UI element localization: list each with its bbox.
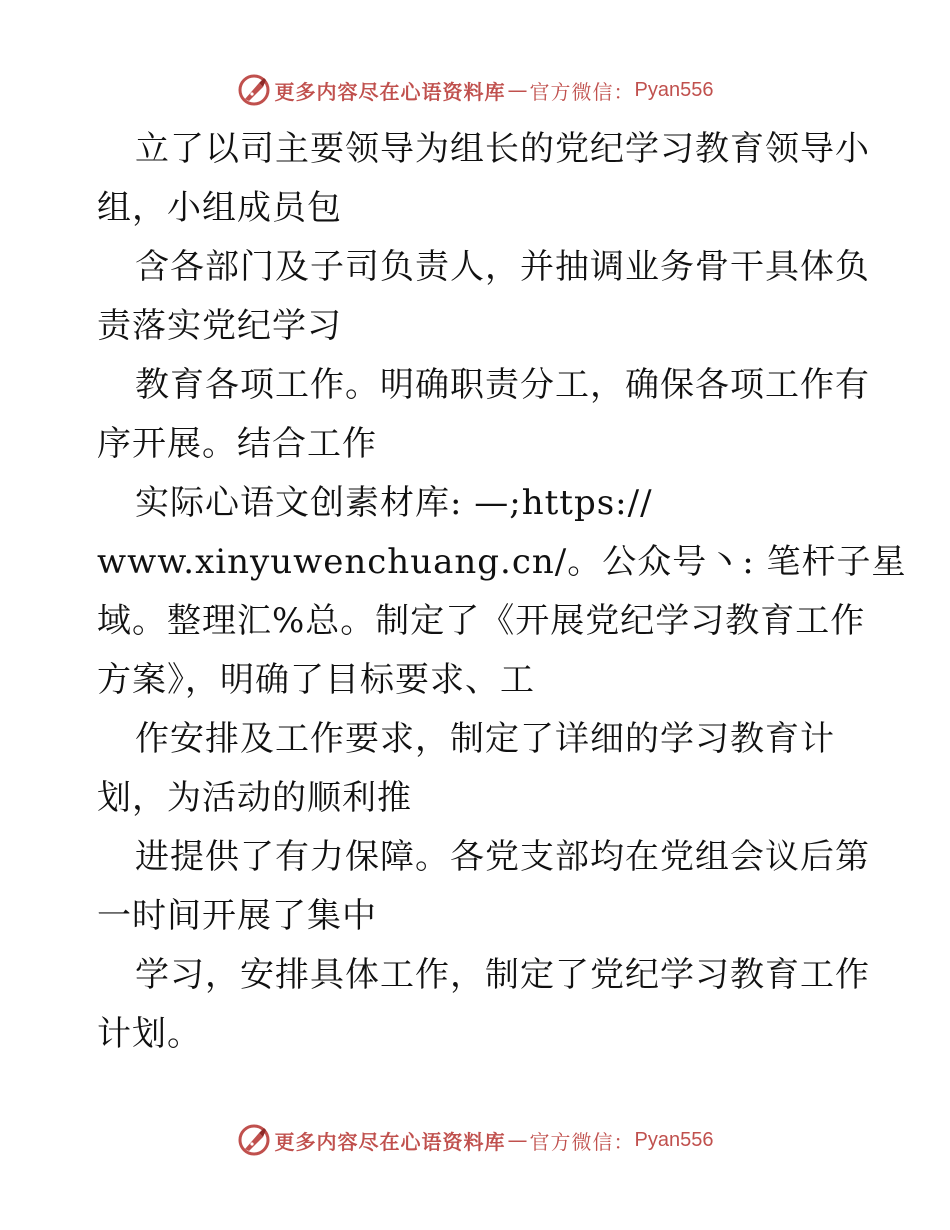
body-line: 域。整理汇%总。制定了《开展党纪学习教育工作 <box>97 601 866 641</box>
site-name: 更多内容尽在心语资料库 <box>274 79 506 104</box>
body-line: 实际心语文创素材库: —;https:// <box>135 483 653 523</box>
wechat-label: 官方微信： <box>529 79 635 104</box>
pen-nib-logo-icon <box>237 73 271 107</box>
body-line: 学习，安排具体工作，制定了党纪学习教育工作 <box>135 955 870 995</box>
body-line: 序开展。结合工作 <box>97 424 377 464</box>
wechat-label: 官方微信： <box>529 1129 635 1154</box>
body-line: 计划。 <box>97 1014 202 1054</box>
body-line: 责落实党纪学习 <box>97 306 342 346</box>
body-line: 一时间开展了集中 <box>97 896 377 936</box>
document-body <box>97 120 907 1064</box>
body-line: 教育各项工作。明确职责分工，确保各项工作有 <box>135 365 870 405</box>
body-line: 组，小组成员包 <box>97 188 342 228</box>
footer-banner <box>0 1120 950 1160</box>
wechat-id: Pyan556 <box>634 1128 714 1151</box>
pen-nib-logo-icon <box>237 1123 271 1157</box>
body-line: www.xinyuwenchuang.cn/。公众号丶: 笔杆子星 <box>97 542 907 582</box>
wechat-id: Pyan556 <box>634 78 714 101</box>
separator-dash: — <box>507 78 528 102</box>
body-line: 划，为活动的顺利推 <box>97 778 412 818</box>
body-line: 含各部门及子司负责人，并抽调业务骨干具体负 <box>135 247 870 287</box>
body-line: 作安排及工作要求，制定了详细的学习教育计 <box>135 719 835 759</box>
separator-dash: — <box>507 1128 528 1152</box>
body-line: 方案》，明确了目标要求、工 <box>97 660 535 700</box>
header-banner <box>0 70 950 110</box>
body-line: 进提供了有力保障。各党支部均在党组会议后第 <box>135 837 870 877</box>
body-line: 立了以司主要领导为组长的党纪学习教育领导小 <box>135 129 870 169</box>
site-name: 更多内容尽在心语资料库 <box>274 1129 506 1154</box>
